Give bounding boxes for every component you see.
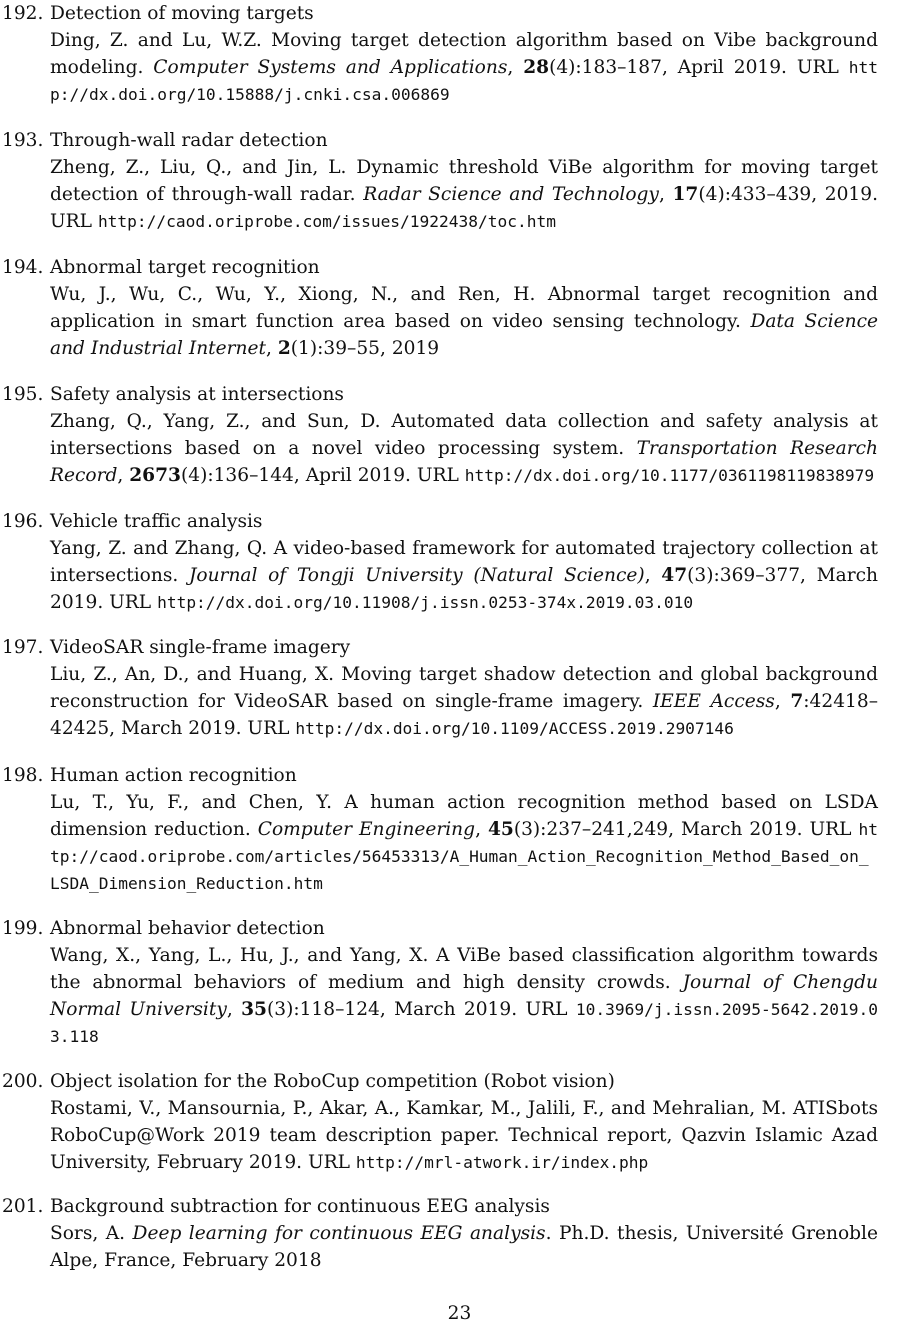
venue-title: Journal of Chengdu Normal University <box>50 972 878 1020</box>
reference-topic: Background subtraction for continuous EEG analysis <box>50 1196 550 1217</box>
citation-text: Wu, J., Wu, C., Wu, Y., Xiong, N., and Ren, H. Abnormal target recognition and application in smart function area based on video sensing technology. <box>50 284 878 332</box>
volume-number: 45 <box>487 819 514 840</box>
volume-number: 2 <box>277 338 291 359</box>
reference-citation <box>50 1220 878 1274</box>
reference-citation <box>50 661 878 742</box>
reference-url-link[interactable]: http://dx.doi.org/10.11908/j.issn.0253-374x.2019.03.010 <box>157 593 694 612</box>
volume-number: 7 <box>790 691 804 712</box>
citation-text: Rostami, V., Mansournia, P., Akar, A., Kamkar, M., Jalili, F., and Mehralian, M. ATISbots RoboCup@Work 2019 team description paper. Technical report, Qazvin Islamic Azad University, February 2019. URL <box>50 1098 878 1173</box>
citation-text: , <box>644 565 662 586</box>
page-number: 23 <box>447 1303 472 1324</box>
reference-url-link[interactable]: http://caod.oriprobe.com/issues/1922438/toc.htm <box>97 212 556 231</box>
venue-title: IEEE Access <box>652 691 775 712</box>
citation-text: Liu, Z., An, D., and Huang, X. Moving target shadow detection and global background reconstruction for VideoSAR based on single-frame imagery. <box>50 664 878 712</box>
citation-text: (4):433–439, 2019. URL <box>50 184 878 232</box>
reference-topic: Object isolation for the RoboCup competition (Robot vision) <box>50 1071 615 1092</box>
citation-text: Sors, A. <box>50 1223 133 1244</box>
reference-topic: VideoSAR single-frame imagery <box>50 637 351 658</box>
citation-text: , <box>226 999 242 1020</box>
venue-title: Radar Science and Technology <box>363 184 659 205</box>
citation-text: Wang, X., Yang, L., Hu, J., and Yang, X. A ViBe based classification algorithm towards the abnormal behaviors of medium and high density crowds. <box>50 945 878 993</box>
reference-url-link[interactable]: http://mrl-atwork.ir/index.php <box>355 1153 649 1172</box>
citation-text: (4):183–187, April 2019. URL <box>549 57 849 78</box>
reference-citation <box>50 942 878 1050</box>
reference-url-link[interactable]: 10.3969/j.issn.2095-5642.2019.03.118 <box>50 1000 878 1046</box>
citation-text: , <box>774 691 791 712</box>
citation-text: (3):237–241,249, March 2019. URL <box>513 819 859 840</box>
reference-number: 193. <box>2 130 44 151</box>
citation-text: (3):118–124, March 2019. URL <box>267 999 576 1020</box>
reference-number: 196. <box>2 511 44 532</box>
citation-text: (4):136–144, April 2019. URL <box>181 465 465 486</box>
reference-topic: Detection of moving targets <box>50 3 314 24</box>
venue-title: Transportation Research Record <box>50 438 878 486</box>
reference-url-link[interactable]: http://dx.doi.org/10.1109/ACCESS.2019.2907146 <box>295 719 734 738</box>
citation-text: , <box>507 57 524 78</box>
reference-citation <box>50 281 878 362</box>
reference-url-link[interactable]: http://dx.doi.org/10.1177/0361198119838979 <box>464 466 875 485</box>
citation-text: Lu, T., Yu, F., and Chen, Y. A human action recognition method based on LSDA dimension reduction. <box>50 792 878 840</box>
reference-number: 198. <box>2 765 44 786</box>
citation-text: , <box>266 338 278 359</box>
reference-url-link[interactable]: http://dx.doi.org/10.15888/j.cnki.csa.006869 <box>50 58 878 104</box>
citation-text: Zheng, Z., Liu, Q., and Jin, L. Dynamic threshold ViBe algorithm for moving target detection of through-wall radar. <box>50 157 878 205</box>
citation-text: Zhang, Q., Yang, Z., and Sun, D. Automated data collection and safety analysis at intersections based on a novel video processing system. <box>50 411 878 459</box>
reference-topic: Vehicle traffic analysis <box>50 511 263 532</box>
reference-citation <box>50 408 878 489</box>
volume-number: 2673 <box>129 465 181 486</box>
citation-text: (3):369–377, March 2019. URL <box>50 565 878 613</box>
citation-text: , <box>117 465 130 486</box>
reference-number: 192. <box>2 3 44 24</box>
venue-title: Journal of Tongji University (Natural Science) <box>188 565 645 586</box>
venue-title: Computer Systems and Applications <box>153 57 508 78</box>
reference-citation <box>50 789 878 897</box>
reference-url-link[interactable]: http://caod.oriprobe.com/articles/56453313/A_Human_Action_Recognition_Method_Based_on_LSDA_Dimension_Reduction.htm <box>50 820 878 893</box>
citation-text: Yang, Z. and Zhang, Q. A video-based framework for automated trajectory collection at intersections. <box>50 538 878 586</box>
venue-title: Deep learning for continuous EEG analysis <box>132 1223 546 1244</box>
reference-topic: Abnormal target recognition <box>50 257 320 278</box>
citation-text: , <box>658 184 673 205</box>
citation-text: (1):39–55, 2019 <box>290 338 440 359</box>
volume-number: 28 <box>523 57 550 78</box>
reference-number: 195. <box>2 384 44 405</box>
reference-citation <box>50 535 878 616</box>
citation-text: :42418–42425, March 2019. URL <box>50 691 878 739</box>
reference-citation <box>50 154 878 235</box>
reference-topic: Abnormal behavior detection <box>50 918 325 939</box>
reference-citation <box>50 27 878 108</box>
reference-number: 199. <box>2 918 44 939</box>
venue-title: Computer Engineering <box>257 819 476 840</box>
reference-topic: Human action recognition <box>50 765 297 786</box>
reference-topic: Through-wall radar detection <box>50 130 328 151</box>
reference-citation <box>50 1095 878 1176</box>
reference-number: 200. <box>2 1071 44 1092</box>
volume-number: 17 <box>672 184 699 205</box>
reference-topic: Safety analysis at intersections <box>50 384 344 405</box>
venue-title: Data Science and Industrial Internet <box>50 311 878 359</box>
volume-number: 47 <box>661 565 688 586</box>
citation-text: , <box>475 819 488 840</box>
citation-text: . Ph.D. thesis, Université Grenoble Alpe, France, February 2018 <box>50 1223 879 1271</box>
reference-number: 194. <box>2 257 44 278</box>
reference-number: 197. <box>2 637 44 658</box>
citation-text: Ding, Z. and Lu, W.Z. Moving target detection algorithm based on Vibe background modeling. <box>50 30 878 78</box>
volume-number: 35 <box>241 999 267 1020</box>
reference-number: 201. <box>2 1196 44 1217</box>
